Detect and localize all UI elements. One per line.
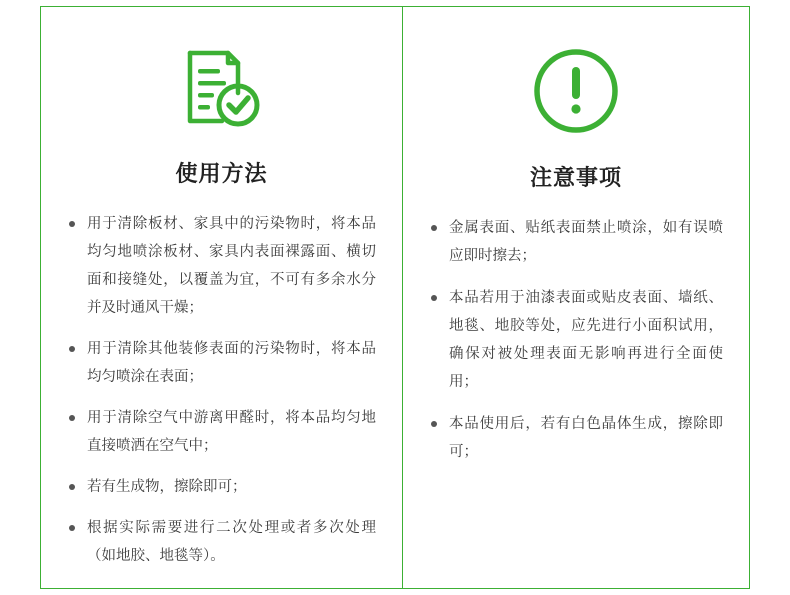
list-item: 用于清除其他装修表面的污染物时，将本品均匀喷涂在表面； [67,335,376,391]
list-item: 若有生成物，擦除即可； [67,473,376,501]
document-check-icon [176,43,268,135]
list-item: 本品使用后，若有白色晶体生成，擦除即可； [429,410,723,466]
exclamation-circle-icon [530,43,622,139]
list-item: 本品若用于油漆表面或贴皮表面、墙纸、地毯、地胶等处，应先进行小面积试用，确保对被处理表面无影响再进行全面使用； [429,284,723,396]
cautions-list [429,214,723,480]
panels-container [40,6,750,589]
list-item: 根据实际需要进行二次处理或者多次处理（如地胶、地毯等）。 [67,514,376,570]
panel-usage [41,7,403,588]
usage-list [67,210,376,583]
list-item: 金属表面、贴纸表面禁止喷涂，如有误喷应即时擦去； [429,214,723,270]
list-item: 用于清除空气中游离甲醛时，将本品均匀地直接喷洒在空气中； [67,404,376,460]
panel-cautions [403,7,749,588]
list-item: 用于清除板材、家具中的污染物时，将本品均匀地喷涂板材、家具内表面裸露面、横切面和接缝处，以覆盖为宜，不可有多余水分并及时通风干燥； [67,210,376,322]
panel-title-usage: 使用方法 [175,161,268,186]
panel-title-cautions: 注意事项 [529,165,622,190]
